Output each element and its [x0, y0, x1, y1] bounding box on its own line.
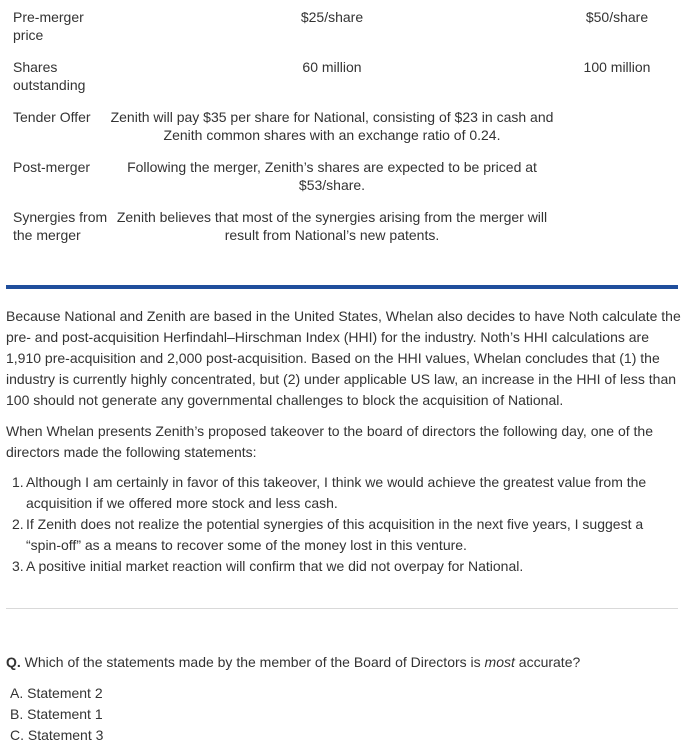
statement-text: A positive initial market reaction will confirm that we did not overpay for National.: [26, 558, 524, 574]
question-text-before: Which of the statements made by the member of the Board of Directors is: [24, 654, 481, 670]
option-text: Statement 3: [27, 727, 104, 743]
section-divider: [6, 285, 678, 289]
row-description: Following the merger, Zenith’s shares are expected to be priced at $53/share.: [127, 159, 537, 193]
question-prefix: Q.: [6, 654, 21, 670]
answer-option-a[interactable]: [10, 683, 103, 704]
answer-option-b[interactable]: [10, 704, 103, 725]
row-label: Shares outstanding: [13, 59, 86, 93]
row-value-zenith: 100 million: [583, 59, 651, 75]
option-letter: B.: [10, 706, 24, 722]
question-divider: [6, 608, 678, 609]
answer-option-c[interactable]: [10, 725, 103, 746]
row-description: Zenith believes that most of the synergies arising from the merger will result from National’s new patents.: [116, 209, 548, 243]
question-text-after: accurate?: [518, 654, 581, 670]
option-text: Statement 1: [27, 706, 103, 722]
statements-list: [6, 472, 682, 577]
statement-text: Although I am certainly in favor of this takeover, I think we would achieve the greatest value from the acquisition if we offered more stock and less cash.: [26, 474, 647, 511]
passage-paragraph-board: When Whelan presents Zenith’s proposed takeover to the board of directors the following day, one of the directors made the following statements:: [6, 423, 653, 460]
row-value-national: 60 million: [302, 59, 362, 75]
passage-paragraph-hhi: Because National and Zenith are based in the United States, Whelan also decides to have Noth calculate the pre- and post-acquisition Herfindahl–Hirschman Index (HHI) for the industry. Noth’s HHI calculations are 1,910 pre-acquisition and 2,000 post-acquisition. Based on the HHI values, Whelan concludes that (1) the industry is currently highly concentrated, but (2) under applicable US law, an increase in the HHI of less than 100 should not generate any governmental challenges to block the acquisition of National.: [6, 308, 681, 408]
row-label: Pre-merger price: [13, 9, 84, 43]
option-text: Statement 2: [27, 685, 103, 701]
question-emphasis: most: [484, 654, 515, 670]
option-letter: C.: [10, 727, 24, 743]
row-label: Synergies from the merger: [13, 209, 108, 243]
row-label: Post-merger: [13, 159, 91, 175]
list-item: [6, 556, 682, 577]
row-value-national: $25/share: [300, 9, 364, 25]
option-letter: A.: [10, 685, 24, 701]
statement-number: 2.: [12, 516, 24, 532]
question-prompt: [6, 652, 682, 673]
list-item: [6, 472, 682, 514]
statement-number: 1.: [12, 474, 24, 490]
list-item: [6, 514, 682, 556]
row-label: Tender Offer: [13, 109, 91, 125]
row-value-zenith: $50/share: [585, 9, 649, 25]
row-description: Zenith will pay $35 per share for National, consisting of $23 in cash and Zenith common shares with an exchange ratio of 0.24.: [110, 109, 554, 143]
statement-number: 3.: [12, 558, 24, 574]
statement-text: If Zenith does not realize the potential synergies of this acquisition in the next five years, I suggest a “spin-off” as a means to recover some of the money lost in this venture.: [26, 516, 644, 553]
